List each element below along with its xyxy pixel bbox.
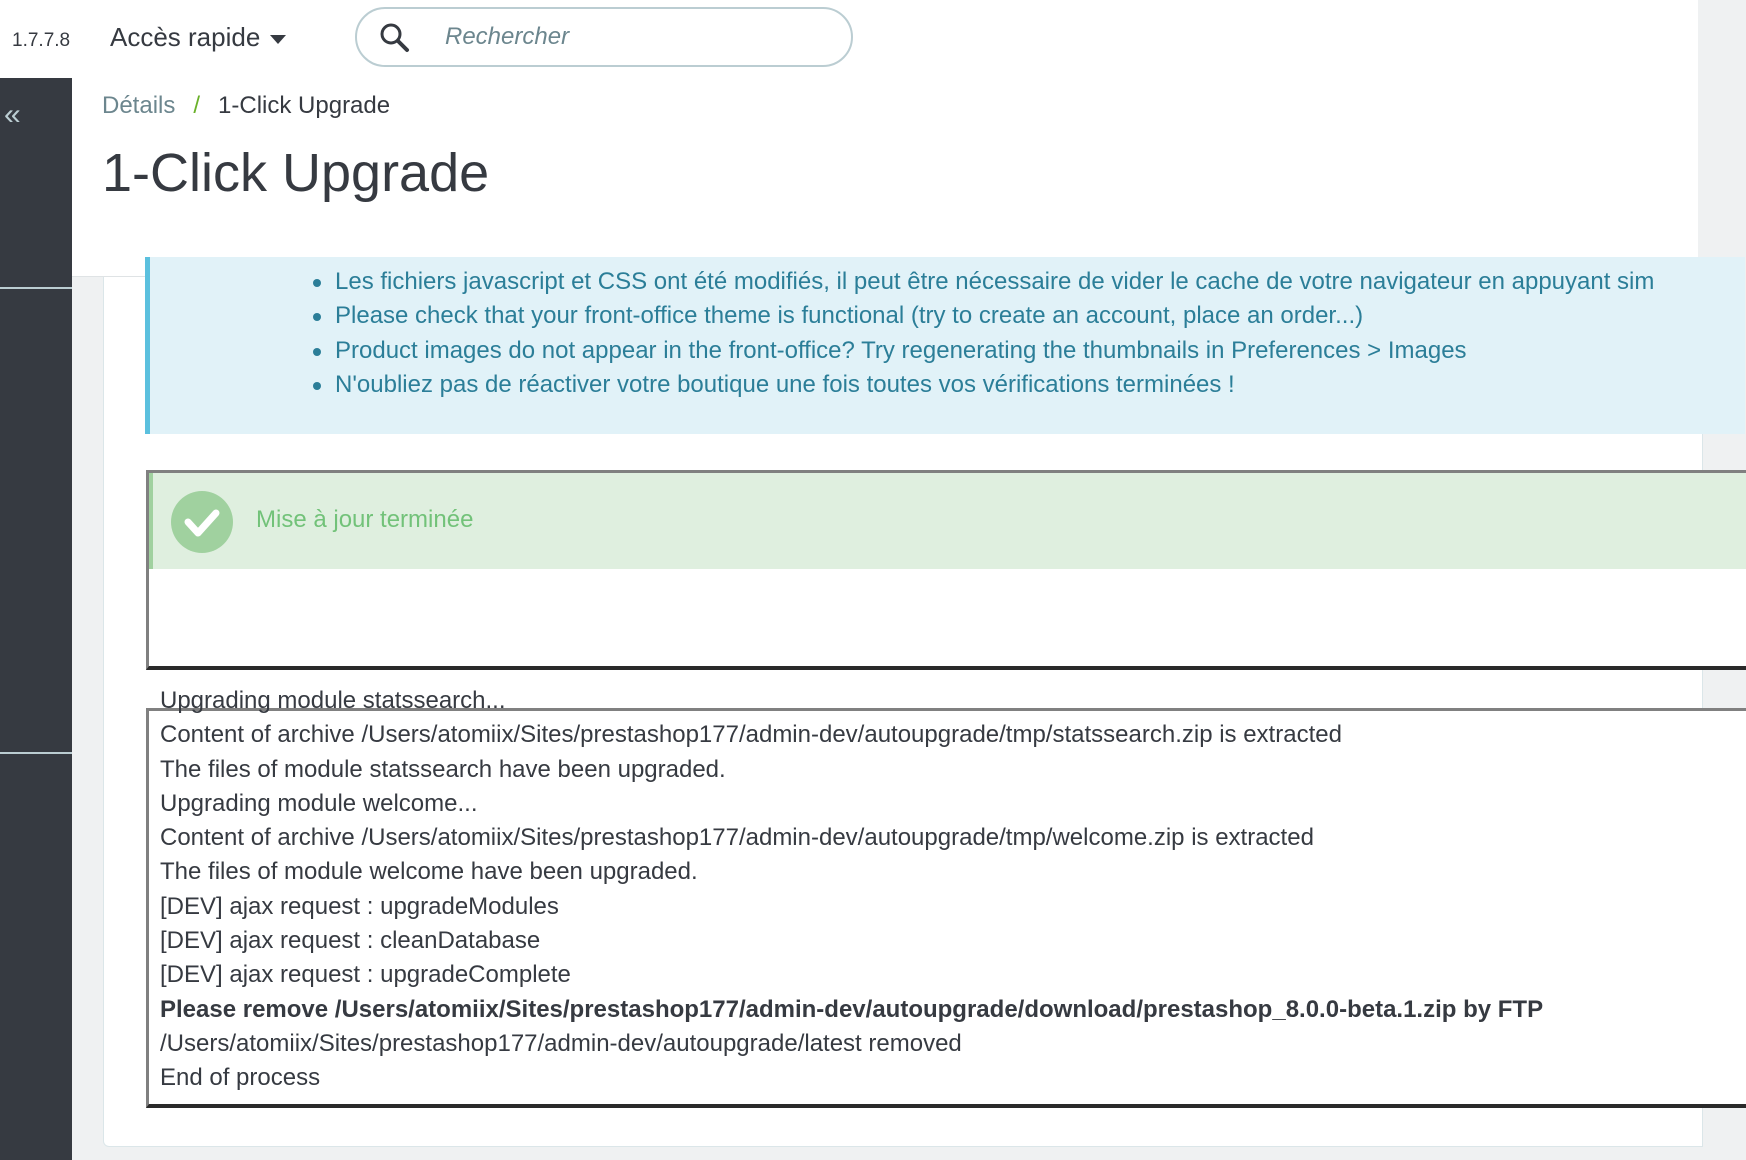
success-alert [149, 473, 1746, 569]
log-line: Upgrading module welcome... [160, 789, 478, 817]
info-item: Please check that your front-office theme is functional (try to create an account, place an order...) [335, 299, 1654, 333]
page-title: 1-Click Upgrade [102, 143, 490, 203]
success-message: Mise à jour terminée [256, 506, 474, 533]
log-line: End of process [160, 1064, 321, 1092]
upgrade-log[interactable] [146, 687, 1746, 1108]
search-icon[interactable] [379, 22, 411, 54]
breadcrumb-separator: / [193, 92, 201, 119]
log-line: Content of archive /Users/atomiix/Sites/prestashop177/admin-dev/autoupgrade/tmp/statssearch.zip is extracted [160, 721, 1342, 749]
check-circle-icon [171, 491, 233, 553]
quick-access-dropdown[interactable] [110, 22, 286, 53]
quick-access-label: Accès rapide [110, 22, 261, 52]
upgrade-panel [103, 268, 1703, 1147]
info-alert [145, 257, 1745, 434]
info-item: N'oubliez pas de réactiver votre boutique une fois toutes vos vérifications terminées ! [335, 368, 1654, 402]
search-box [355, 7, 853, 67]
sidebar [0, 78, 72, 1160]
log-line: Upgrading module statssearch... [160, 687, 506, 714]
info-item: Product images do not appear in the front-office? Try regenerating the thumbnails in Preferences > Images [335, 334, 1654, 368]
caret-down-icon [270, 35, 286, 44]
log-line: The files of module welcome have been upgraded. [160, 858, 698, 886]
log-line: The files of module statssearch have been upgraded. [160, 755, 726, 783]
log-line: Content of archive /Users/atomiix/Sites/prestashop177/admin-dev/autoupgrade/tmp/welcome.zip is extracted [160, 824, 1314, 852]
collapse-sidebar-icon[interactable]: « [4, 98, 21, 131]
search-input[interactable] [445, 19, 825, 55]
log-line-warning: Please remove /Users/atomiix/Sites/prestashop177/admin-dev/autoupgrade/download/prestashop_8.0.0-beta.1.zip by FTP [160, 995, 1544, 1023]
breadcrumb-parent[interactable]: Détails [102, 92, 176, 119]
info-item: Les fichiers javascript et CSS ont été modifiés, il peut être nécessaire de vider le cache de votre navigateur en appuyant sim [335, 265, 1654, 299]
log-line: [DEV] ajax request : upgradeComplete [160, 961, 571, 989]
sidebar-divider [0, 287, 72, 289]
version-label: 1.7.7.8 [12, 30, 71, 51]
log-line: /Users/atomiix/Sites/prestashop177/admin-dev/autoupgrade/latest removed [160, 1029, 962, 1057]
sidebar-divider [0, 752, 72, 754]
top-header [0, 0, 1698, 277]
breadcrumb [102, 92, 390, 120]
upgrade-result-box [146, 470, 1746, 670]
log-line: [DEV] ajax request : cleanDatabase [160, 927, 541, 955]
log-line: [DEV] ajax request : upgradeModules [160, 892, 559, 920]
breadcrumb-current: 1-Click Upgrade [218, 92, 391, 119]
